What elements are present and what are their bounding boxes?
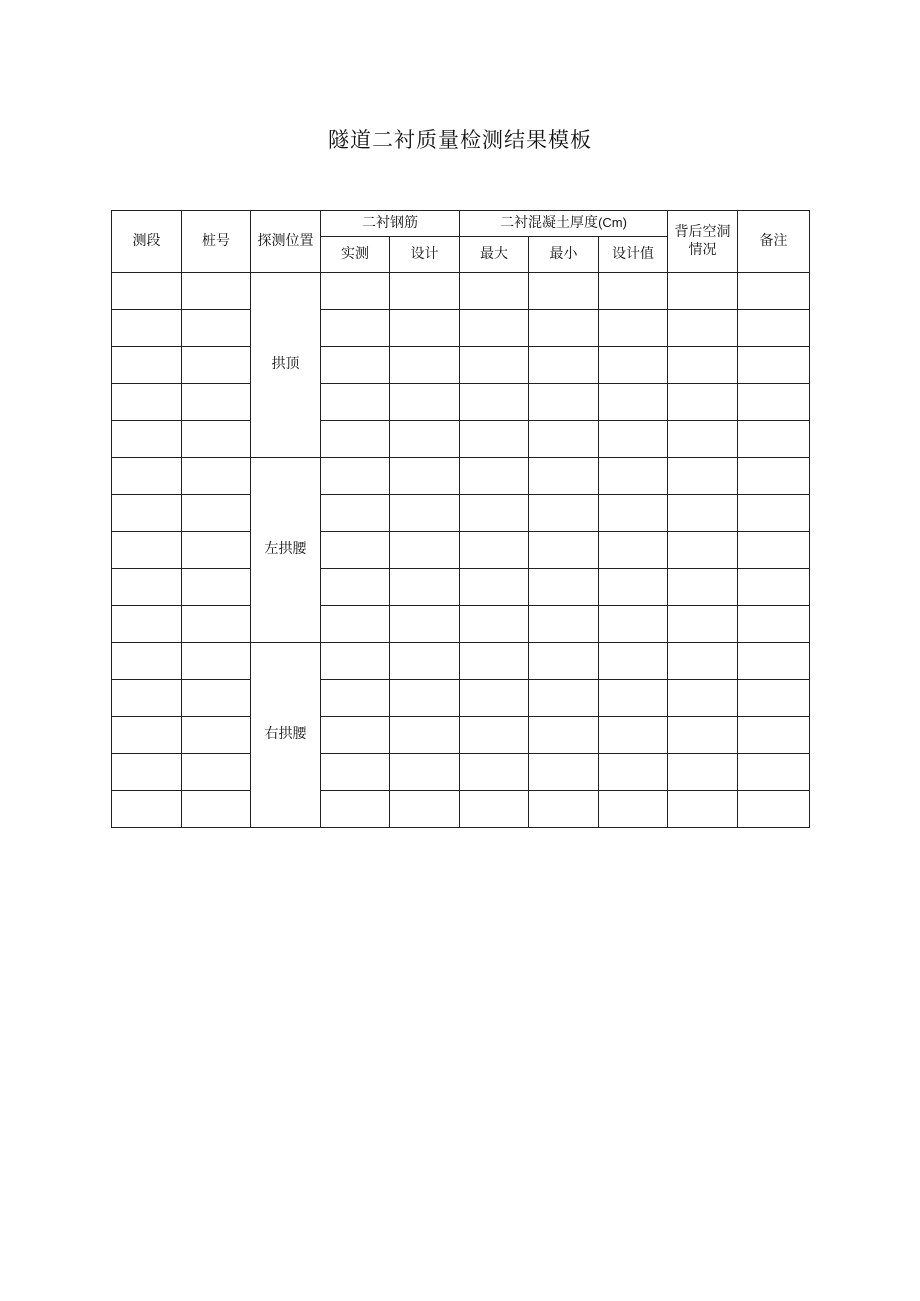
cell-void[interactable] bbox=[668, 384, 738, 421]
header-void-line1: 背后空洞 bbox=[674, 224, 731, 240]
cell-station[interactable] bbox=[182, 458, 251, 495]
section-label: 右拱腰 bbox=[251, 643, 321, 828]
table-row bbox=[112, 791, 810, 828]
cell-thickness-design[interactable] bbox=[599, 273, 668, 310]
cell-rebar-actual[interactable] bbox=[321, 717, 390, 754]
cell-thickness-min[interactable] bbox=[529, 421, 599, 458]
cell-segment[interactable] bbox=[112, 273, 182, 310]
cell-thickness-max[interactable] bbox=[460, 680, 529, 717]
cell-rebar-actual[interactable] bbox=[321, 310, 390, 347]
cell-rebar-actual[interactable] bbox=[321, 754, 390, 791]
cell-thickness-max[interactable] bbox=[460, 717, 529, 754]
cell-thickness-max[interactable] bbox=[460, 606, 529, 643]
cell-rebar-actual[interactable] bbox=[321, 347, 390, 384]
cell-remarks[interactable] bbox=[738, 791, 810, 828]
cell-thickness-min[interactable] bbox=[529, 680, 599, 717]
header-segment: 测段 bbox=[112, 211, 182, 273]
cell-rebar-design[interactable] bbox=[390, 717, 460, 754]
cell-rebar-design[interactable] bbox=[390, 606, 460, 643]
cell-void[interactable] bbox=[668, 717, 738, 754]
cell-thickness-min[interactable] bbox=[529, 754, 599, 791]
cell-station[interactable] bbox=[182, 643, 251, 680]
cell-station[interactable] bbox=[182, 754, 251, 791]
cell-remarks[interactable] bbox=[738, 717, 810, 754]
cell-segment[interactable] bbox=[112, 495, 182, 532]
table-row bbox=[112, 754, 810, 791]
cell-remarks[interactable] bbox=[738, 310, 810, 347]
cell-segment[interactable] bbox=[112, 606, 182, 643]
cell-segment[interactable] bbox=[112, 532, 182, 569]
cell-thickness-design[interactable] bbox=[599, 532, 668, 569]
cell-rebar-actual[interactable] bbox=[321, 421, 390, 458]
cell-thickness-min[interactable] bbox=[529, 458, 599, 495]
cell-station[interactable] bbox=[182, 273, 251, 310]
cell-rebar-design[interactable] bbox=[390, 791, 460, 828]
section-label: 左拱腰 bbox=[251, 458, 321, 643]
table-row bbox=[112, 421, 810, 458]
cell-segment[interactable] bbox=[112, 754, 182, 791]
cell-station[interactable] bbox=[182, 717, 251, 754]
cell-thickness-max[interactable] bbox=[460, 569, 529, 606]
cell-thickness-design[interactable] bbox=[599, 421, 668, 458]
cell-rebar-actual[interactable] bbox=[321, 495, 390, 532]
cell-thickness-min[interactable] bbox=[529, 569, 599, 606]
cell-rebar-actual[interactable] bbox=[321, 458, 390, 495]
cell-thickness-max[interactable] bbox=[460, 310, 529, 347]
cell-void[interactable] bbox=[668, 495, 738, 532]
cell-thickness-min[interactable] bbox=[529, 791, 599, 828]
header-row-1 bbox=[112, 211, 810, 237]
cell-thickness-max[interactable] bbox=[460, 347, 529, 384]
cell-thickness-min[interactable] bbox=[529, 273, 599, 310]
cell-thickness-max[interactable] bbox=[460, 273, 529, 310]
cell-thickness-min[interactable] bbox=[529, 606, 599, 643]
cell-thickness-min[interactable] bbox=[529, 384, 599, 421]
table-row bbox=[112, 643, 810, 680]
cell-void[interactable] bbox=[668, 754, 738, 791]
cell-thickness-min[interactable] bbox=[529, 347, 599, 384]
cell-thickness-max[interactable] bbox=[460, 754, 529, 791]
cell-segment[interactable] bbox=[112, 569, 182, 606]
cell-thickness-design[interactable] bbox=[599, 643, 668, 680]
cell-void[interactable] bbox=[668, 347, 738, 384]
cell-rebar-design[interactable] bbox=[390, 384, 460, 421]
cell-thickness-design[interactable] bbox=[599, 310, 668, 347]
cell-station[interactable] bbox=[182, 532, 251, 569]
cell-rebar-design[interactable] bbox=[390, 532, 460, 569]
cell-thickness-min[interactable] bbox=[529, 717, 599, 754]
cell-rebar-design[interactable] bbox=[390, 347, 460, 384]
header-void-line2: 情况 bbox=[688, 241, 717, 258]
cell-segment[interactable] bbox=[112, 384, 182, 421]
cell-rebar-design[interactable] bbox=[390, 680, 460, 717]
table-row bbox=[112, 347, 810, 384]
cell-rebar-actual[interactable] bbox=[321, 384, 390, 421]
header-thickness-max: 最大 bbox=[460, 237, 529, 273]
cell-rebar-actual[interactable] bbox=[321, 532, 390, 569]
cell-segment[interactable] bbox=[112, 421, 182, 458]
cell-station[interactable] bbox=[182, 347, 251, 384]
cell-remarks[interactable] bbox=[738, 606, 810, 643]
table-row bbox=[112, 458, 810, 495]
cell-station[interactable] bbox=[182, 495, 251, 532]
cell-void[interactable] bbox=[668, 606, 738, 643]
cell-void[interactable] bbox=[668, 791, 738, 828]
cell-thickness-design[interactable] bbox=[599, 347, 668, 384]
cell-thickness-design[interactable] bbox=[599, 458, 668, 495]
table-row bbox=[112, 273, 810, 310]
cell-thickness-min[interactable] bbox=[529, 310, 599, 347]
cell-thickness-min[interactable] bbox=[529, 643, 599, 680]
table-row bbox=[112, 717, 810, 754]
cell-segment[interactable] bbox=[112, 643, 182, 680]
cell-void[interactable] bbox=[668, 421, 738, 458]
cell-rebar-design[interactable] bbox=[390, 273, 460, 310]
cell-station[interactable] bbox=[182, 791, 251, 828]
header-thickness-group: 二衬混凝土厚度(Cm) bbox=[460, 211, 668, 237]
cell-rebar-actual[interactable] bbox=[321, 643, 390, 680]
cell-thickness-max[interactable] bbox=[460, 532, 529, 569]
cell-thickness-min[interactable] bbox=[529, 532, 599, 569]
cell-thickness-design[interactable] bbox=[599, 791, 668, 828]
cell-station[interactable] bbox=[182, 680, 251, 717]
header-remarks: 备注 bbox=[738, 211, 810, 273]
cell-segment[interactable] bbox=[112, 458, 182, 495]
cell-thickness-max[interactable] bbox=[460, 384, 529, 421]
cell-segment[interactable] bbox=[112, 717, 182, 754]
cell-station[interactable] bbox=[182, 421, 251, 458]
cell-thickness-max[interactable] bbox=[460, 495, 529, 532]
unit-label: (Cm) bbox=[598, 214, 627, 230]
section-label: 拱顶 bbox=[251, 273, 321, 458]
cell-remarks[interactable] bbox=[738, 421, 810, 458]
cell-void[interactable] bbox=[668, 569, 738, 606]
cell-void[interactable] bbox=[668, 643, 738, 680]
table-row bbox=[112, 569, 810, 606]
cell-remarks[interactable] bbox=[738, 273, 810, 310]
cell-thickness-design[interactable] bbox=[599, 717, 668, 754]
cell-void[interactable] bbox=[668, 273, 738, 310]
cell-station[interactable] bbox=[182, 606, 251, 643]
table-row bbox=[112, 310, 810, 347]
header-thickness-min: 最小 bbox=[529, 237, 599, 273]
cell-remarks[interactable] bbox=[738, 680, 810, 717]
header-station: 桩号 bbox=[182, 211, 251, 273]
cell-thickness-design[interactable] bbox=[599, 384, 668, 421]
cell-station[interactable] bbox=[182, 569, 251, 606]
cell-remarks[interactable] bbox=[738, 569, 810, 606]
cell-thickness-design[interactable] bbox=[599, 606, 668, 643]
cell-station[interactable] bbox=[182, 384, 251, 421]
header-rebar-design: 设计 bbox=[390, 237, 460, 273]
header-void bbox=[668, 211, 738, 273]
cell-segment[interactable] bbox=[112, 791, 182, 828]
cell-rebar-actual[interactable] bbox=[321, 569, 390, 606]
cell-thickness-max[interactable] bbox=[460, 421, 529, 458]
cell-rebar-actual[interactable] bbox=[321, 680, 390, 717]
table-row bbox=[112, 680, 810, 717]
cell-rebar-design[interactable] bbox=[390, 310, 460, 347]
cell-remarks[interactable] bbox=[738, 458, 810, 495]
header-rebar-actual: 实测 bbox=[321, 237, 390, 273]
cell-void[interactable] bbox=[668, 680, 738, 717]
header-thickness-design: 设计值 bbox=[599, 237, 668, 273]
cell-rebar-actual[interactable] bbox=[321, 273, 390, 310]
cell-segment[interactable] bbox=[112, 347, 182, 384]
cell-void[interactable] bbox=[668, 458, 738, 495]
cell-thickness-design[interactable] bbox=[599, 569, 668, 606]
cell-remarks[interactable] bbox=[738, 384, 810, 421]
header-position: 探测位置 bbox=[251, 211, 321, 273]
cell-thickness-design[interactable] bbox=[599, 680, 668, 717]
cell-remarks[interactable] bbox=[738, 643, 810, 680]
cell-thickness-min[interactable] bbox=[529, 495, 599, 532]
table-row bbox=[112, 532, 810, 569]
cell-thickness-max[interactable] bbox=[460, 791, 529, 828]
cell-void[interactable] bbox=[668, 310, 738, 347]
cell-rebar-design[interactable] bbox=[390, 643, 460, 680]
cell-remarks[interactable] bbox=[738, 347, 810, 384]
header-rebar-group: 二衬钢筋 bbox=[321, 211, 460, 237]
table-row bbox=[112, 606, 810, 643]
cell-remarks[interactable] bbox=[738, 532, 810, 569]
table-row bbox=[112, 384, 810, 421]
cell-rebar-design[interactable] bbox=[390, 421, 460, 458]
cell-rebar-design[interactable] bbox=[390, 569, 460, 606]
cell-remarks[interactable] bbox=[738, 754, 810, 791]
page-title: 隧道二衬质量检测结果模板 bbox=[328, 128, 592, 152]
cell-rebar-design[interactable] bbox=[390, 458, 460, 495]
table-body bbox=[112, 273, 810, 828]
cell-thickness-max[interactable] bbox=[460, 643, 529, 680]
inspection-table bbox=[111, 210, 810, 828]
cell-station[interactable] bbox=[182, 310, 251, 347]
cell-segment[interactable] bbox=[112, 310, 182, 347]
table-row bbox=[112, 495, 810, 532]
cell-rebar-design[interactable] bbox=[390, 495, 460, 532]
cell-rebar-actual[interactable] bbox=[321, 606, 390, 643]
cell-thickness-design[interactable] bbox=[599, 495, 668, 532]
cell-rebar-design[interactable] bbox=[390, 754, 460, 791]
cell-segment[interactable] bbox=[112, 680, 182, 717]
cell-rebar-actual[interactable] bbox=[321, 791, 390, 828]
cell-remarks[interactable] bbox=[738, 495, 810, 532]
cell-thickness-max[interactable] bbox=[460, 458, 529, 495]
cell-thickness-design[interactable] bbox=[599, 754, 668, 791]
cell-void[interactable] bbox=[668, 532, 738, 569]
